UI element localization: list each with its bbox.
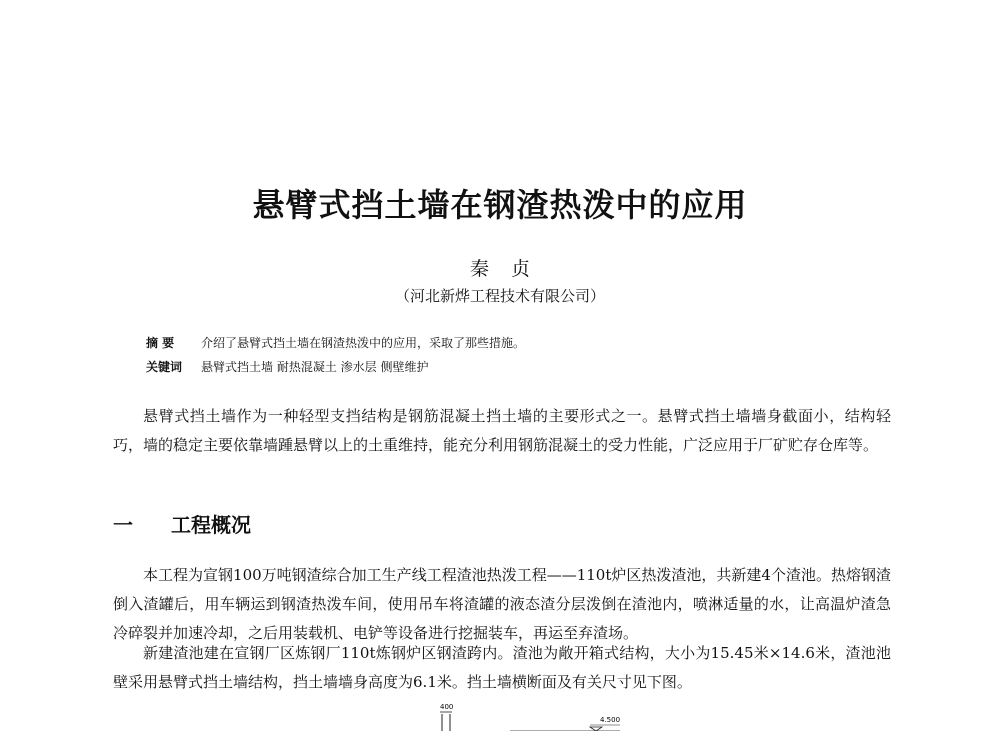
author-name: 秦贞 [469, 258, 552, 280]
retaining-wall-drawing [420, 700, 640, 731]
elevation-marker-icon [590, 727, 602, 731]
overview-paragraph-1: 本工程为宣钢100万吨钢渣综合加工生产线工程渣池热泼工程——110t炉区热泼渣池，共新建4个渣池。热熔钢渣倒入渣罐后，用车辆运到钢渣热泼车间，使用吊车将渣罐的液态渣分层泼倒在渣池内，喷淋适量的水，让高温炉渣急冷碎裂并加速冷却，之后用装载机、电铲等设备进行挖掘装车，再运至弃渣场。 [113, 566, 891, 642]
section-heading [113, 509, 251, 538]
keywords-line [146, 358, 428, 375]
section-title: 工程概况 [171, 513, 251, 537]
author-affiliation: （河北新烨工程技术有限公司） [394, 287, 605, 305]
section-number: 一 [113, 513, 133, 537]
keywords-text: 悬臂式挡土墙 耐热混凝土 渗水层 侧壁维护 [201, 360, 429, 374]
paper-title: 悬臂式挡土墙在钢渣热泼中的应用 [252, 186, 748, 224]
intro-paragraph: 悬臂式挡土墙作为一种轻型支挡结构是钢筋混凝土挡土墙的主要形式之一。悬臂式挡土墙墙身截面小，结构轻巧，墙的稳定主要依靠墙踵悬臂以上的土重维持，能充分利用钢筋混凝土的受力性能，广泛应用于厂矿贮存仓库等。 [113, 407, 891, 454]
abstract-label: 摘 要 [146, 336, 175, 350]
keywords-label: 关键词 [146, 360, 183, 374]
abstract-text: 介绍了悬臂式挡土墙在钢渣热泼中的应用，采取了那些措施。 [201, 336, 526, 350]
dimension-label-right: 4.500 [600, 716, 621, 724]
overview-paragraph-2: 新建渣池建在宣钢厂区炼钢厂110t炼钢炉区钢渣跨内。渣池为敞开箱式结构，大小为15.45米×14.6米，渣池池壁采用悬臂式挡土墙结构，挡土墙墙身高度为6.1米。挡土墙横断面及有关尺寸见下图。 [113, 644, 891, 691]
dimension-label-left: 400 [440, 703, 454, 711]
abstract-line [146, 334, 525, 351]
